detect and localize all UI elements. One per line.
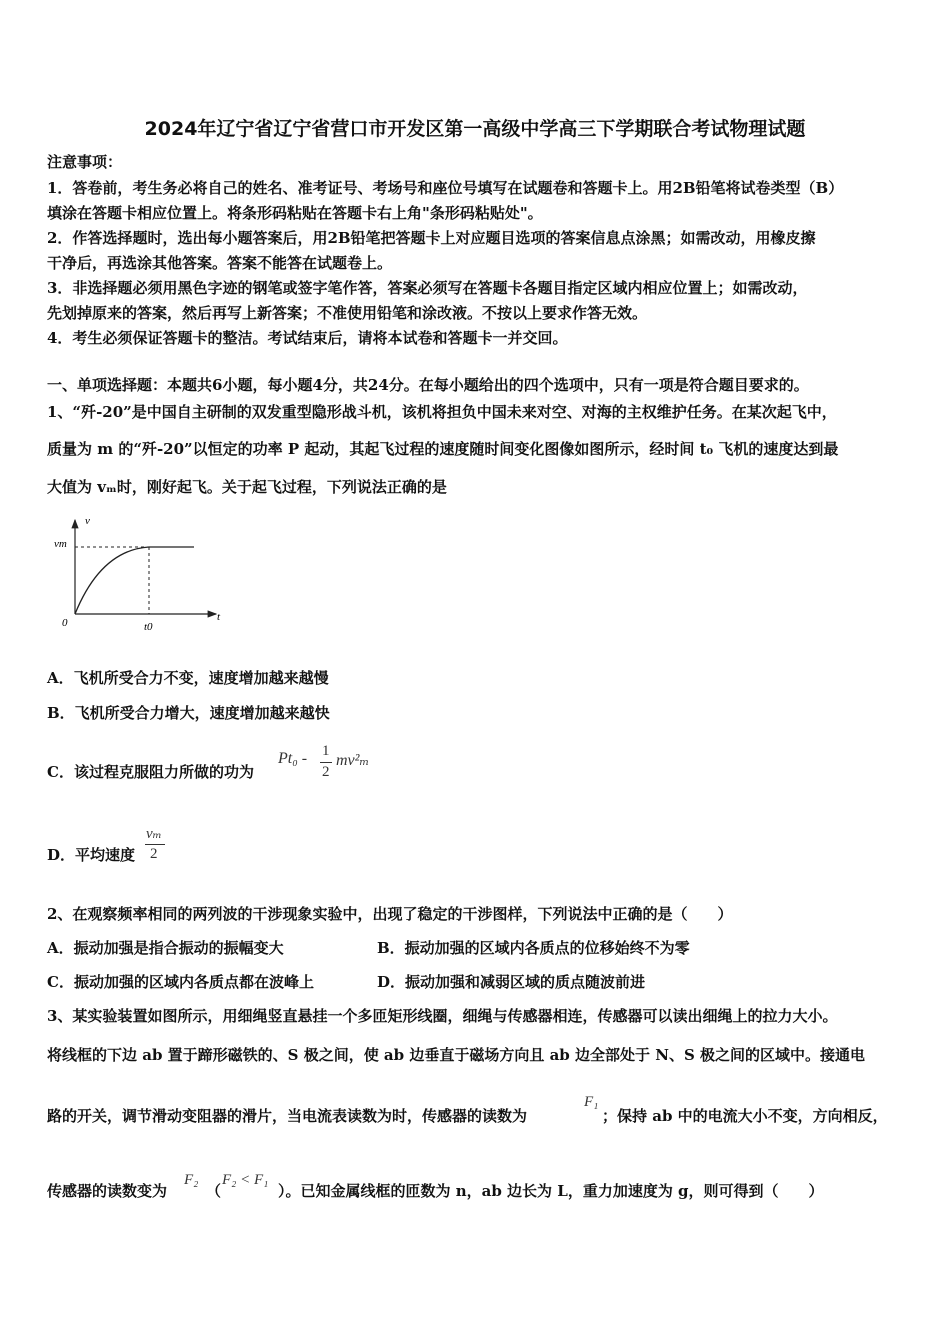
inequality: F₂ < F₁ <box>222 1172 269 1188</box>
q3-stem-line: 传感器的读数变为 <box>47 1182 168 1200</box>
q1-stem-line: 质量为 m 的“歼-20”以恒定的功率 P 起动，其起飞过程的速度随时间变化图像如图所示，经时间 t₀ 飞机的速度达到最 <box>47 440 839 458</box>
formula-numerator: 1 <box>322 743 330 759</box>
notice-line: 4．考生必须保证答题卡的整洁。考试结束后，请将本试卷和答题卡一并交回。 <box>47 329 568 347</box>
t0-label: t0 <box>144 621 153 633</box>
q1-stem-line: 大值为 vₘ时，刚好起飞。关于起飞过程，下列说法正确的是 <box>47 478 447 496</box>
f1-symbol: F₁ <box>584 1094 599 1110</box>
q2-option-a: A．振动加强是指合振动的振幅变大 <box>47 939 284 957</box>
notice-heading: 注意事项： <box>47 153 123 171</box>
fraction-bar <box>145 844 165 845</box>
notice-line: 填涂在答题卡相应位置上。将条形码粘贴在答题卡右上角"条形码粘贴处"。 <box>47 204 543 222</box>
q1-option-a: A．飞机所受合力不变，速度增加越来越慢 <box>47 669 329 687</box>
f2-symbol: F₂ <box>184 1172 199 1188</box>
q2-option-d: D．振动加强和减弱区域的质点随波前进 <box>377 973 646 991</box>
q1-stem-line: 1、“歼-20”是中国自主研制的双发重型隐形战斗机，该机将担负中国未来对空、对海的主权维护任务。在某次起飞中， <box>47 403 837 421</box>
q3-stem-line: 3、某实验装置如图所示，用细绳竖直悬挂一个多匝矩形线圈，细绳与传感器相连，传感器可以读出细绳上的拉力大小。 <box>47 1007 838 1025</box>
formula-numerator: vₘ <box>146 826 162 842</box>
y-axis-label: v <box>85 515 90 527</box>
q1-option-b: B．飞机所受合力增大，速度增加越来越快 <box>47 704 330 722</box>
q3-stem-line: 路的开关，调节滑动变阻器的滑片，当电流表读数为时，传感器的读数为 <box>47 1107 528 1125</box>
notice-line: 2．作答选择题时，选出每小题答案后，用2B铅笔把答题卡上对应题目选项的答案信息点涂黑；如需改动，用橡皮擦 <box>47 229 816 247</box>
notice-line: 1．答卷前，考生务必将自己的姓名、准考证号、考场号和座位号填写在试题卷和答题卡上。用2B铅笔将试卷类型（B） <box>47 179 844 197</box>
formula-right: mv²ₘ <box>336 752 370 769</box>
fraction-bar <box>320 762 332 763</box>
q3-stem-line: ）。已知金属线框的匝数为 n，ab 边长为 L，重力加速度为 g，则可得到（ ） <box>278 1182 824 1200</box>
page-title: 2024年辽宁省辽宁省营口市开发区第一高级中学高三下学期联合考试物理试题 <box>144 118 806 140</box>
x-axis-label: t <box>217 611 221 623</box>
formula-left: Pt₀ - <box>278 750 308 767</box>
notice-line: 3．非选择题必须用黑色字迹的钢笔或签字笔作答，答案必须写在答题卡各题目指定区域内相应位置上；如需改动， <box>47 279 808 297</box>
velocity-time-graph <box>46 510 236 635</box>
q1-option-d: D．平均速度 <box>47 846 136 864</box>
velocity-curve <box>75 547 149 614</box>
q2-option-b: B．振动加强的区域内各质点的位移始终不为零 <box>377 939 690 957</box>
q3-stem-line: 将线框的下边 ab 置于蹄形磁铁的、S 极之间，使 ab 边垂直于磁场方向且 ab 边全部处于 N、S 极之间的区域中。接通电 <box>47 1046 866 1064</box>
origin-label: 0 <box>62 617 68 629</box>
vm-label: vm <box>54 538 67 550</box>
paren-open: （ <box>206 1182 222 1200</box>
q2-option-c: C．振动加强的区域内各质点都在波峰上 <box>47 973 314 991</box>
formula-denominator: 2 <box>322 764 330 780</box>
section-heading: 一、单项选择题：本题共6小题，每小题4分，共24分。在每小题给出的四个选项中，只有一项是符合题目要求的。 <box>47 376 809 394</box>
formula-denominator: 2 <box>150 846 158 862</box>
notice-line: 干净后，再选涂其他答案。答案不能答在试题卷上。 <box>47 254 393 272</box>
q2-stem: 2、在观察频率相同的两列波的干涉现象实验中，出现了稳定的干涉图样，下列说法中正确的是（ ） <box>47 905 733 923</box>
q3-stem-line: ；保持 ab 中的电流大小不变，方向相反， <box>602 1107 888 1125</box>
notice-line: 先划掉原来的答案，然后再写上新答案；不准使用铅笔和涂改液。不按以上要求作答无效。 <box>47 304 648 322</box>
q1-option-c: C．该过程克服阻力所做的功为 <box>47 763 254 781</box>
